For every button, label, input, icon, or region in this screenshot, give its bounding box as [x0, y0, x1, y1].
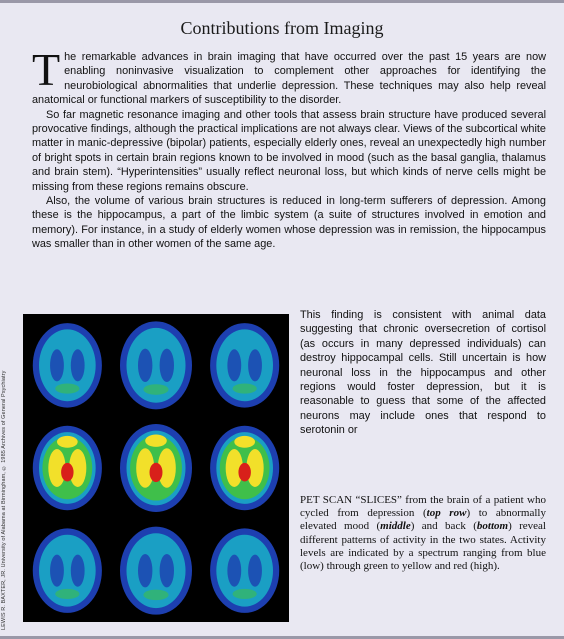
drop-cap: T — [32, 44, 61, 95]
brain-slice — [210, 323, 279, 407]
brain-slice — [33, 528, 102, 612]
brain-slice — [33, 426, 102, 510]
figure-caption: PET SCAN “SLICES” from the brain of a patient who cycled from depression (top row) to abnormally elevated mood (middle) and back (bottom) reveal different patterns of activity in the two states. Activity levels are indicated by a spectrum ranging from blue (low) through green to yellow and red (high). — [300, 494, 546, 573]
brain-slice — [210, 426, 279, 510]
brain-slice — [120, 321, 192, 409]
pet-scan-image — [23, 314, 289, 622]
paragraph-3: Also, the volume of various brain structures is reduced in long-term sufferers of depression. Among these is the hippocampus, a part of the limbic system (a suite of structures involved in emotion and memory). For instance, in a study of elderly women whose depression was in remission, the hippocampus was smaller than in other women of the same age. — [32, 195, 546, 251]
pet-scan-grid — [23, 314, 289, 622]
article-body — [32, 44, 546, 252]
paragraph-2: So far magnetic resonance imaging and other tools that assess brain structure have produced several provocative findings, although the practical implications are not always clear. Views of the subcortical white matter in manic-depressive (bipolar) patients, especially elderly ones, reveal an unexpectedly high number of bright spots in certain brain regions known to be involved in mood (such as the basal ganglia, thalamus and brain stem). “Hyperintensities” usually reflect neuronal loss, but which kinds of nerve cells might be missing from these regions remains obscure. — [32, 108, 546, 193]
brain-slice — [120, 424, 192, 512]
wrapped-column-text: This finding is consistent with animal data suggesting that chronic oversecretion of cortisol (as occurs in many depressed individuals) can destroy hippocampal cells. Still uncertain is how neuronal loss in the hippocampus and other regions would foster depression, but it is reasonable to guess that some of the affected neurons may include ones that respond to serotonin or — [300, 309, 546, 437]
brain-slice — [120, 527, 192, 615]
photo-credit: LEWIS R. BAXTER, JR. University of Alabama at Birmingham, © 1985 Archives of General Psychiatry — [1, 370, 7, 630]
brain-slice — [33, 323, 102, 407]
paragraph-1: The remarkable advances in brain imaging that have occurred over the past 15 years are now enabling noninvasive visualization to complement other approaches for identifying the neurobiological abnormalities that underlie depression. These techniques may also help reveal anatomical or functional markers of susceptibility to the disorder. — [32, 44, 546, 107]
brain-slice — [210, 528, 279, 612]
sidebar-title: Contributions from Imaging — [180, 18, 384, 38]
